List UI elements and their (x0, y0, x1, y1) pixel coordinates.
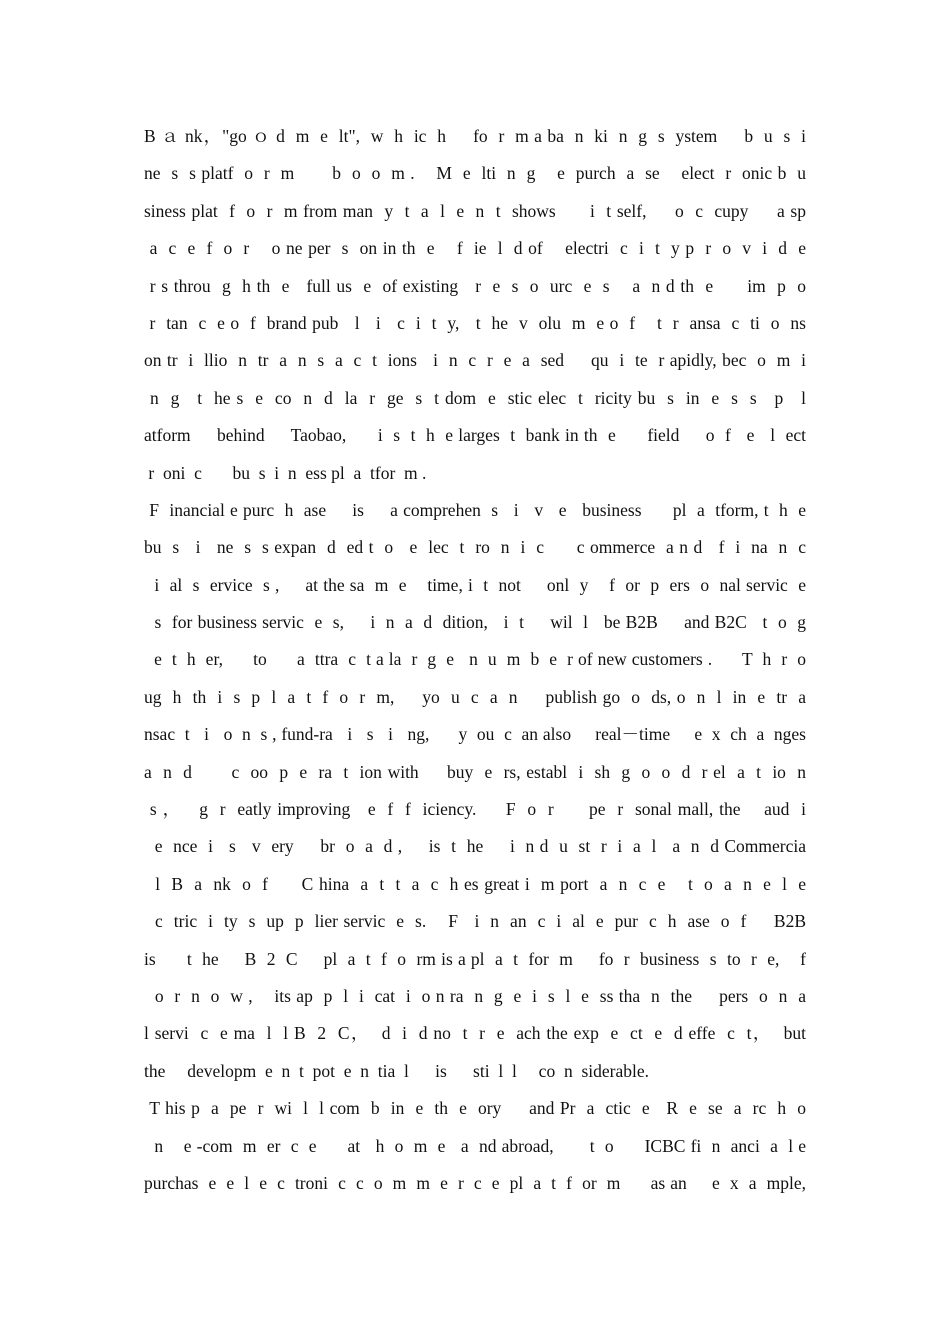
text-line: c tric i ty s up p lier servic e s. F i n an c i al e pur c h ase o f B2B (144, 911, 806, 932)
text-line: e nce i s v ery br o a d , is t he i n d u st r i a l a n d Commercia (144, 836, 806, 857)
text-line: n e -com m er c e at h o m e a nd abroad, t o ICBC fi n anci a l e (144, 1135, 806, 1156)
text-line: r oni c bu s i n ess pl a tfor m . (144, 462, 427, 483)
text-line: ug h th i s p l a t f o r m, yo u c a n publish go o ds, o n l in e tr a (144, 686, 806, 707)
text-line: l servi c e ma l l B 2 C， d i d no t r e ach the exp e ct e d effe c t， but (144, 1023, 806, 1044)
text-line: siness plat f o r m from man y t a l e n t shows i t self, o c cupy a sp (144, 200, 806, 221)
text-line: the developm e n t pot e n tia l is sti l l co n siderable. (144, 1060, 649, 1081)
text-line: r tan c e o f brand pub l i c i t y, t he v olu m e o f t r ansa c ti o ns (144, 312, 806, 333)
body-text (144, 118, 806, 1202)
text-line: is t he B 2 C pl a t f o rm is a pl a t for m fo r business s to r e, f (144, 948, 806, 969)
text-line: T his p a pe r wi l l com b in e th e ory and Pr a ctic e R e se a rc h o (144, 1098, 806, 1119)
text-line: purchas e e l e c troni c c o m m e r c e pl a t f or m as an e x a mple, (144, 1172, 806, 1193)
text-line: ne s s platf o r m b o o m . M e lti n g e purch a se elect r onic b u (144, 163, 806, 184)
text-line: o r n o w , its ap p l i cat i o n ra n g e i s l e ss tha n the pers o n a (144, 985, 806, 1006)
text-line: atform behind Taobao, i s t h e larges t bank in th e field o f e l ect (144, 425, 806, 446)
paragraph-2 (144, 492, 806, 1090)
text-line: i al s ervice s , at the sa m e time, i t not onl y f or p ers o nal servic e (144, 574, 806, 595)
paragraph-3 (144, 1090, 806, 1202)
text-line: a c e f o r o ne per s on in th e f ie l d of electri c i t y p r o v i d e (144, 238, 806, 259)
text-line: n g t he s e co n d la r ge s t dom e stic elec t ricity bu s in e s s p l (144, 387, 806, 408)
text-line: a n d c oo p e ra t ion with buy e rs, establ i sh g o o d r el a t io n (144, 761, 806, 782)
text-line: bu s i ne s s expan d ed t o e lec t ro n i c c ommerce a n d f i na n c (144, 537, 806, 558)
text-line: r s throu g h th e full us e of existing r e s o urc e s a n d th e im p o (144, 275, 806, 296)
text-line: s ， g r eatly improving e f f iciency. F o r pe r sonal mall, the aud i (144, 799, 806, 820)
text-line: s for business servic e s, i n a d dition, i t wil l be B2B and B2C t o g (144, 612, 806, 633)
text-line: nsac t i o n s , fund-ra i s i ng, y ou c an also real－time e x ch a nges (144, 724, 806, 745)
text-line: B ａ nk，"go ｏ d m e lt", w h ic h fo r m a ba n ki n g s ystem b u s i (144, 126, 806, 146)
text-line: l B a nk o f C hina a t t a c h es great i m port a n c e t o a n e l e (144, 873, 806, 894)
text-line: F inancial e purc h ase is a comprehen s i v e business pl a tform, t h e (144, 499, 806, 520)
paragraph-1 (144, 118, 806, 492)
text-line: e t h er, to a ttra c t a la r g e n u m b e r of new customers . T h r o (144, 649, 806, 670)
text-line: on tr i llio n tr a n s a c t ions i n c r e a sed qu i te r apidly, bec o m i (144, 350, 806, 371)
